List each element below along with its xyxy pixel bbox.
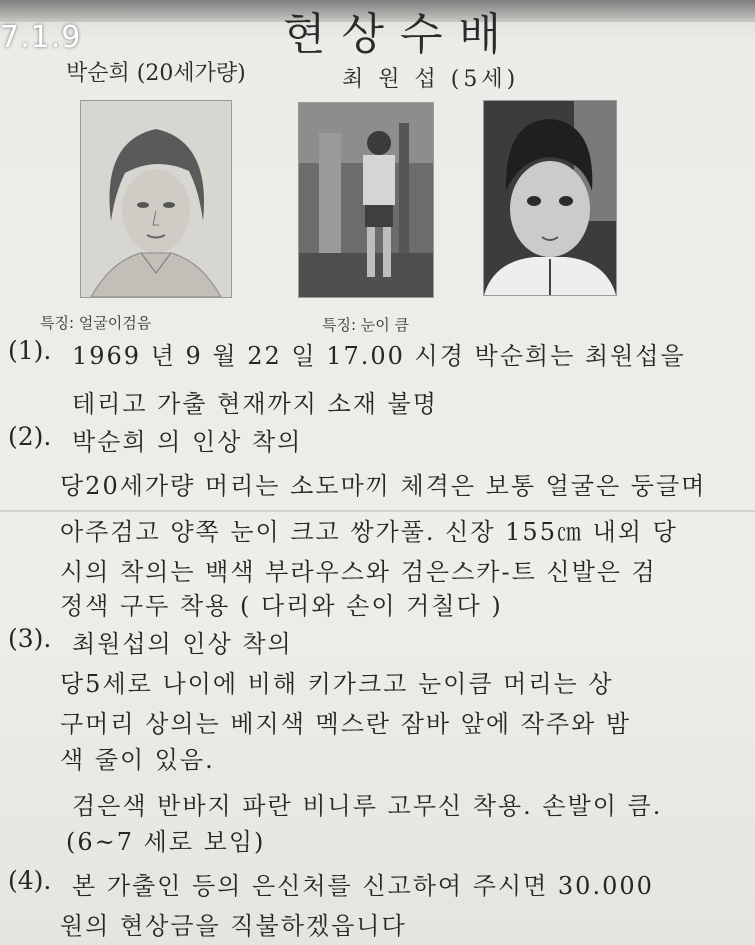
boy-fullbody-photo	[298, 102, 434, 298]
item-4-line-2: 원의 현상금을 직불하겠읍니다	[60, 912, 407, 940]
item-number-3: (3).	[8, 624, 52, 653]
item-2-line-3: 시의 착의는 백색 부라우스와 검은스카-트 신발은 검	[60, 558, 657, 586]
item-3-heading: 최원섭의 인상 착의	[72, 630, 293, 658]
item-number-4: (4).	[8, 866, 52, 895]
right-feature-caption: 특징: 눈이 큼	[322, 316, 410, 334]
item-2-line-1: 당20세가량 머리는 소도마끼 체격은 보통 얼굴은 둥글며	[60, 472, 707, 500]
poster-title: 현상수배	[282, 9, 517, 60]
item-3-line-1: 당5세로 나이에 비해 키가크고 눈이큼 머리는 상	[60, 670, 614, 698]
boy-closeup-photo	[483, 100, 617, 296]
item-3-line-5: (6~7 세로 보임)	[66, 828, 266, 856]
item-2-heading: 박순희 의 인상 착의	[72, 428, 303, 456]
left-feature-caption: 특징: 얼굴이검음	[40, 314, 152, 332]
date-stamp: 7.1.9	[0, 20, 82, 55]
portrait-sketch-photo	[80, 100, 232, 298]
left-person-name: 박순희 (20세가량)	[66, 61, 246, 86]
item-4-line-1: 본 가출인 등의 은신처를 신고하여 주시면 30.000	[72, 872, 654, 900]
item-number-1: (1).	[8, 336, 52, 365]
item-2-line-2: 아주검고 양쪽 눈이 크고 쌍가풀. 신장 155㎝ 내외 당	[60, 518, 678, 546]
item-number-2: (2).	[8, 422, 52, 451]
item-2-line-4: 정색 구두 착용 ( 다리와 손이 거칠다 )	[60, 592, 503, 620]
item-3-line-3: 색 줄이 있음.	[60, 746, 215, 774]
item-3-line-2: 구머리 상의는 베지색 멕스란 잠바 앞에 작주와 밤	[60, 710, 632, 738]
right-person-name: 최 원 섭 (5세)	[342, 67, 520, 92]
item-1-line-1: 1969 년 9 월 22 일 17.00 시경 박순희는 최원섭을	[72, 342, 686, 370]
item-3-line-4: 검은색 반바지 파란 비니루 고무신 착용. 손발이 큼.	[72, 792, 663, 820]
item-1-line-2: 테리고 가출 현재까지 소재 불명	[72, 390, 438, 418]
